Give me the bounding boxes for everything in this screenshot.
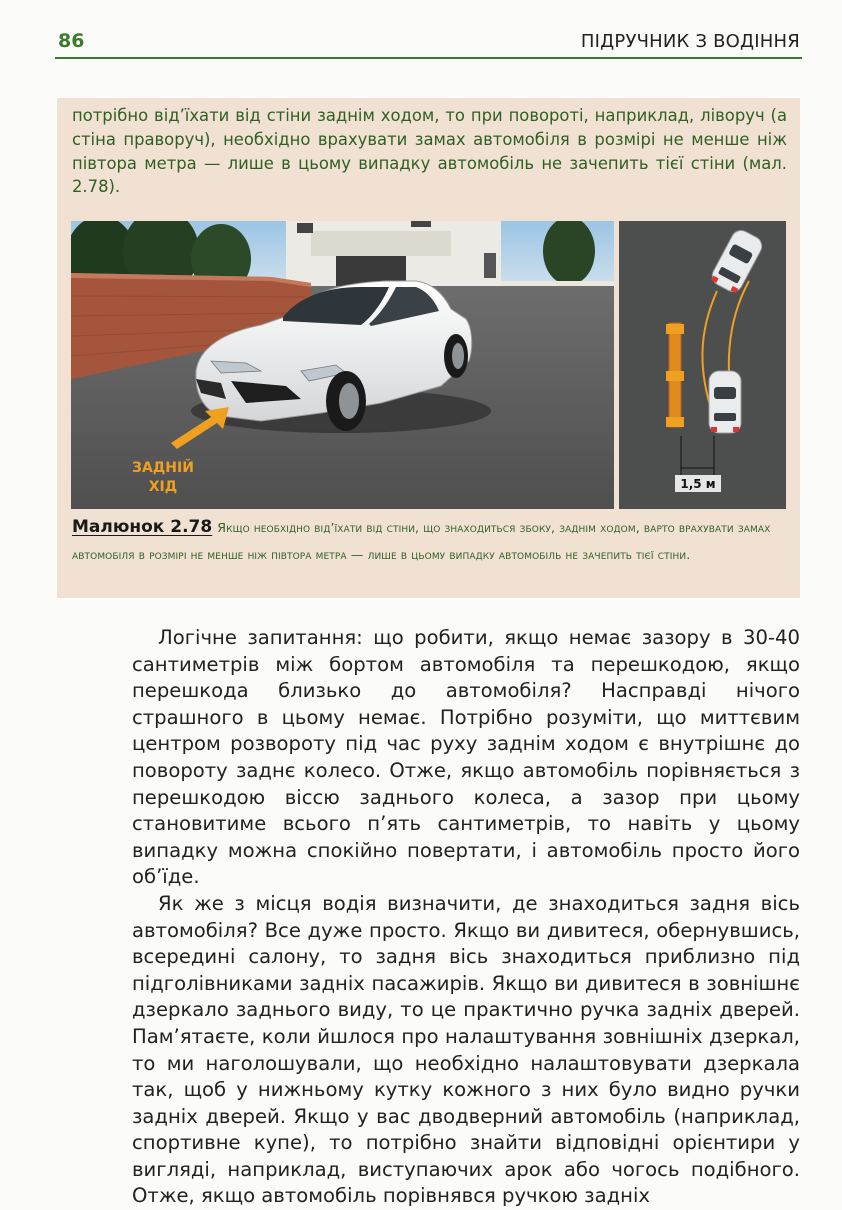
caption-text: Якщо необхідно від’їхати від стіни, що знаходиться збоку, заднім ходом, варто врахувати замах автомобіля в розмірі не менше ніж півтора метра — лише в цьому випадку автомобіль не зачепить тієї стіни. [72,520,771,562]
photo-label-line2: ХІД [148,479,178,495]
car-reversing-photo [71,221,614,509]
main-text [132,625,800,1210]
running-title: ПІДРУЧНИК З ВОДІННЯ [580,31,800,52]
figure-photo [71,221,614,509]
paragraph: Як же з місця водія визначити, де знаходиться задня вісь автомобіля? Все дуже просто. Якщо ви дивитеся, обернувшись, всередині салону, то задня вісь знаходиться приблизно під підголівниками задніх пасажирів. Якщо ви дивитеся в зовнішнє дзеркало заднього виду, то це практично ручка задніх дверей. Пам’ятаєте, коли йшлося про налаштування зовнішніх дзеркал, то ми наголошували, що необхідно налаштовувати дзеркала так, щоб у нижньому кутку кожного з них було видно ручки задніх дверей. Якщо у вас дводверний автомобіль (наприклад, спортивне купе), то потрібно знайти відповідні орієнтири у вигляді, наприклад, виступаючих арок або чогось подібного. Отже, якщо автомобіль порівнявся ручкою задніх [132,891,800,1208]
page-number: 86 [58,30,85,52]
turning-diagram [619,221,786,509]
highlight-box [57,98,800,598]
figure-caption [72,514,787,568]
caption-label: Малюнок 2.78 [72,517,213,537]
figure-diagram [619,221,786,509]
photo-label-line1: ЗАДНІЙ [132,460,194,476]
diagram-measure-label: 1,5 м [680,477,716,491]
note-paragraph: потрібно від’їхати від стіни заднім ходом, то при повороті, наприклад, ліворуч (а стіна праворуч), необхідно врахувати замах автомобіля в розмірі не менше ніж півтора метра — лише в цьому випадку автомобіль не зачепить тієї стіни (мал. 2.78). [72,106,787,197]
paragraph: Логічне запитання: що робити, якщо немає зазору в 30-40 сантиметрів між бортом автомобіля та перешкодою, якщо перешкода близько до автомобіля? Насправді нічого страшного в цьому немає. Потрібно розуміти, що миттєвим центром розвороту під час руху заднім ходом є внутрішнє до повороту заднє колесо. Отже, якщо автомобіль порівняється з перешкодою віссю заднього колеса, а зазор при цьому становитиме всього п’ять сантиметрів, то навіть у цьому випадку можна спокійно повертати, і автомобіль просто його об’їде. [132,626,800,889]
header-divider [55,57,802,59]
